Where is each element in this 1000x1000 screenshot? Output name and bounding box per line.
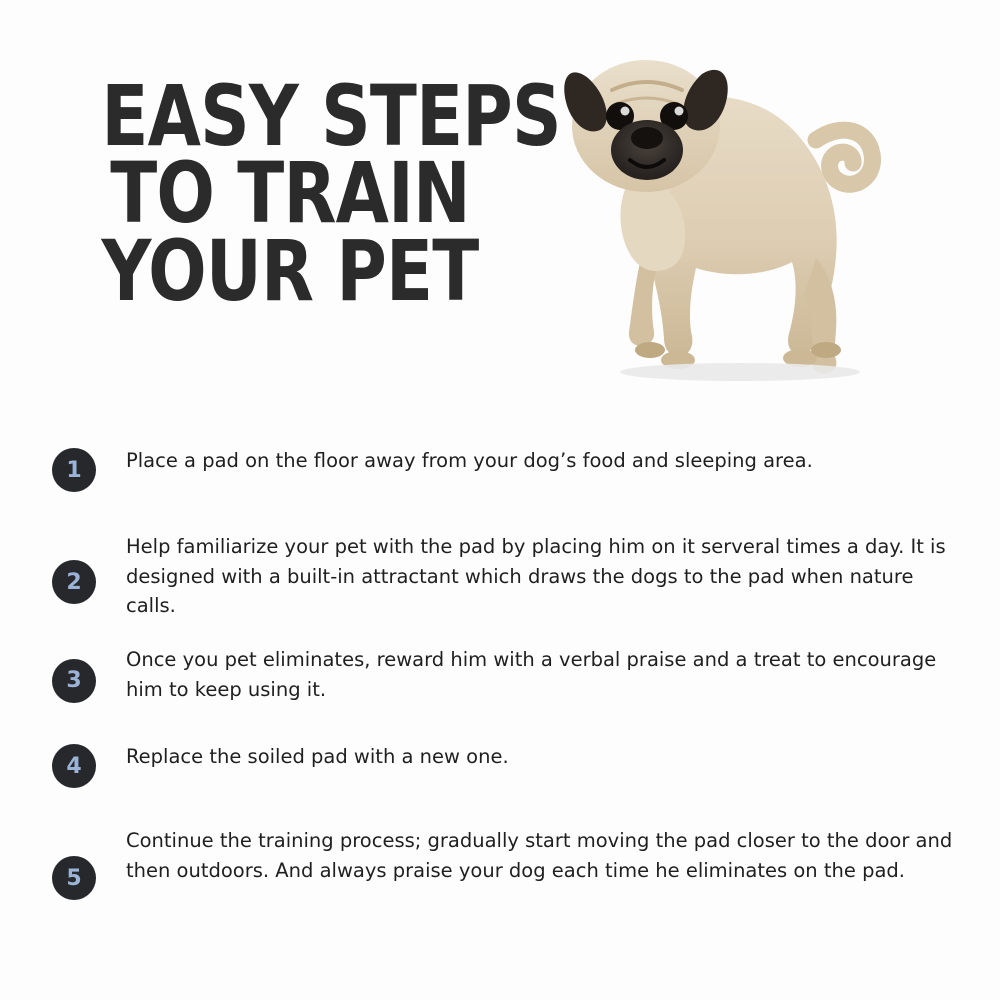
step-text: Help familiarize your pet with the pad by placing him on it serveral times a day. It is designed with a built-in attractant which draws the dogs to the pad when nature calls. [126,535,946,618]
title-line-1: EASY STEPS [101,67,561,165]
step-text: Replace the soiled pad with a new one. [126,745,509,769]
page-title [60,67,561,320]
title-line-2: TO TRAIN [110,144,470,243]
step-text: Continue the training process; gradually start moving the pad closer to the door and then outdoors. And always praise your dog each time he eliminates on the pad. [126,829,953,882]
pug-photo [530,20,970,420]
step-number-badge: 3 [52,659,96,703]
pug-illustration [530,20,970,420]
list-item [52,532,962,621]
list-item [52,446,962,492]
title-line-3: YOUR PET [101,221,479,320]
step-number-badge: 5 [52,856,96,900]
list-item [52,742,962,788]
step-number-badge: 4 [52,744,96,788]
step-text: Once you pet eliminates, reward him with a verbal praise and a treat to encourage him to keep using it. [126,647,937,701]
steps-list [52,446,962,900]
step-number-badge: 1 [52,448,96,492]
step-text: Place a pad on the floor away from your dog’s food and sleeping area. [126,449,813,472]
list-item [52,645,962,704]
step-number-badge: 2 [52,560,96,604]
list-item [52,826,962,900]
